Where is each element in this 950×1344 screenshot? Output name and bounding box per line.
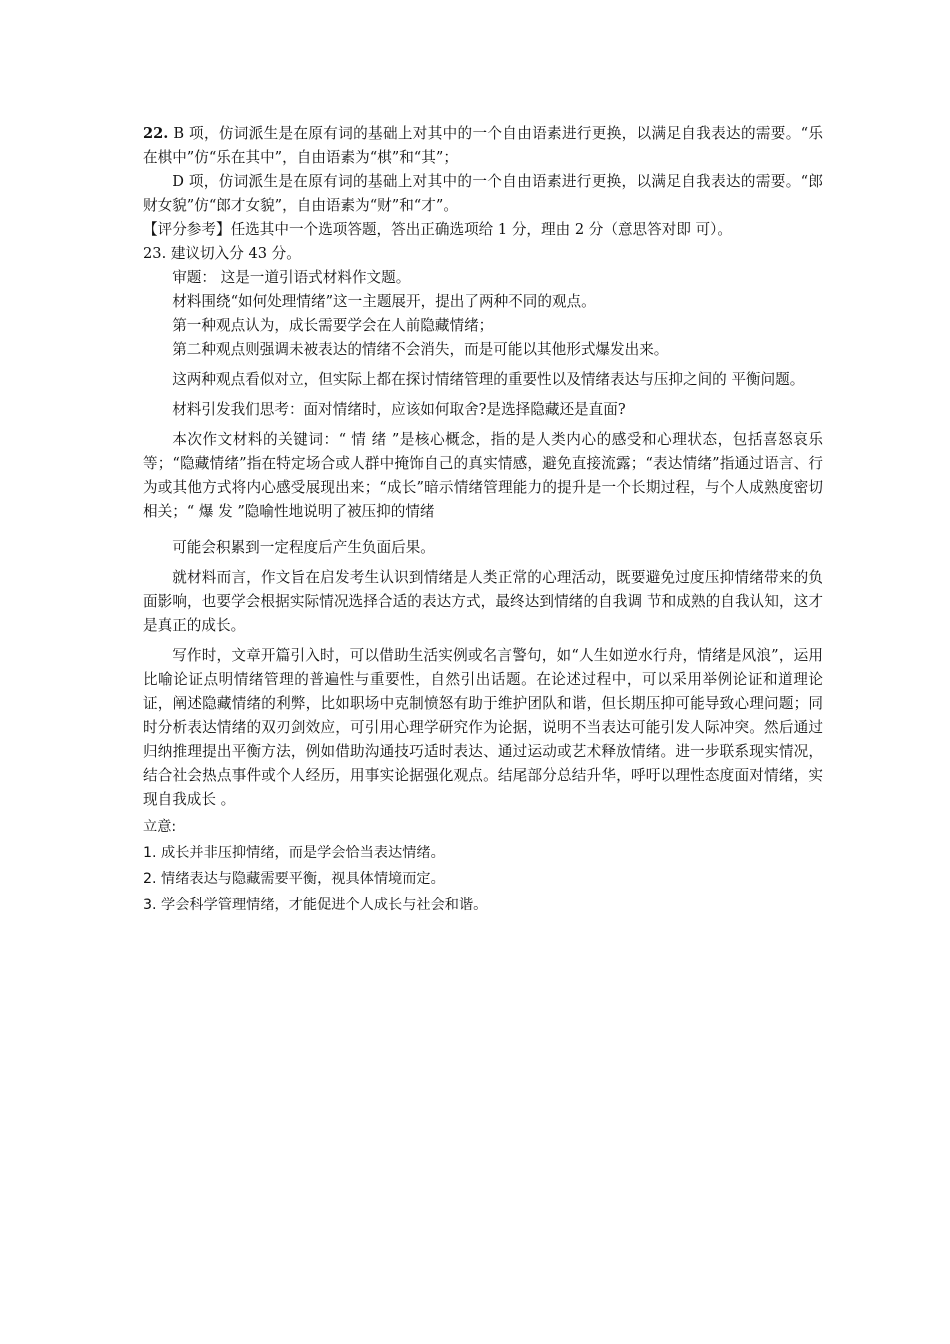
q22-option-d: D 项，仿词派生是在原有词的基础上对其中的一个自由语素进行更换，以满足自我表达的需要。“郎财女貌”仿“郎才女貌”，自由语素为“财”和“才”。 (143, 173, 823, 214)
q23-paragraph-view-one: 第一种观点认为，成长需要学会在人前隐藏情绪； (172, 317, 494, 334)
liyi-section (143, 814, 823, 918)
q22-number: 22. (143, 125, 169, 142)
liyi-item: 1. 成长并非压抑情绪，而是学会恰当表达情绪。 (143, 845, 445, 861)
q23-heading: 23. 建议切入分 43 分。 (143, 245, 301, 262)
q22-option-b-text: B 项，仿词派生是在原有词的基础上对其中的一个自由语素进行更换，以满足自我表达的需要。“乐在棋中”仿“乐在其中”，自由语素为“棋”和“其”； (143, 125, 823, 166)
q23-paragraph-view-two: 第二种观点则强调未被表达的情绪不会消失，而是可能以其他形式爆发出来。 (172, 341, 669, 358)
q23-paragraph-material: 材料围绕“如何处理情绪”这一主题展开，提出了两种不同的观点。 (172, 293, 596, 310)
q23-paragraph-keywords: 本次作文材料的关键词：“ 情 绪 ”是核心概念，指的是人类内心的感受和心理状态，包括喜怒哀乐等；“隐藏情绪”指在特定场合或人群中掩饰自己的真实情感，避免直接流露；“表达情绪”指通过语言、行为或其他方式将内心感受展现出来；“成长”暗示情绪管理能力的提升是一个长期过程，与个人成熟度密切相关；“ 爆 发 ”隐喻性地说明了被压抑的情绪 (143, 431, 823, 520)
q22-rubric: 【评分参考】任选其中一个选项答题，答出正确选项给 1 分，理由 2 分（意思答对即 可）。 (143, 221, 733, 238)
q22-option-b (143, 122, 823, 170)
q23-paragraph-writing: 写作时，文章开篇引入时，可以借助生活实例或名言警句，如“人生如逆水行舟，情绪是风浪”，运用比喻论证点明情绪管理的普遍性与重要性，自然引出话题。在论述过程中，可以采用举例论证和道理论证，阐述隐藏情绪的利弊，比如职场中克制愤怒有助于维护团队和谐，但长期压抑可能导致心理问题；同时分析表达情绪的双刃剑效应，可引用心理学研究作为论据，说明不当表达可能引发人际冲突。然后通过归纳推理提出平衡方法，例如借助沟通技巧适时表达、通过运动或艺术释放情绪。进一步联系现实情况，结合社会热点事件或个人经历，用事实论据强化观点。结尾部分总结升华，呼吁以理性态度面对情绪，实现自我成长 。 (143, 647, 823, 808)
q23-paragraph-keywords-cont: 可能会积累到一定程度后产生负面后果。 (172, 539, 435, 556)
q23-paragraph-question: 材料引发我们思考：面对情绪时，应该如何取舍?是选择隐藏还是直面? (172, 401, 626, 418)
liyi-label: 立意: (143, 819, 177, 835)
answer-page (143, 122, 823, 918)
q23-paragraph-shenti: 审题： 这是一道引语式材料作文题。 (172, 269, 411, 286)
q23-paragraph-intent: 就材料而言，作文旨在启发考生认识到情绪是人类正常的心理活动，既要避免过度压抑情绪带来的负面影响，也要学会根据实际情况选择合适的表达方式，最终达到情绪的自我调 节和成熟的自我认知，这才是真正的成长。 (143, 569, 823, 634)
liyi-item: 2. 情绪表达与隐藏需要平衡，视具体情境而定。 (143, 871, 445, 887)
q23-paragraph-balance: 这两种观点看似对立，但实际上都在探讨情绪管理的重要性以及情绪表达与压抑之间的 平衡问题。 (172, 371, 805, 388)
liyi-item: 3. 学会科学管理情绪，才能促进个人成长与社会和谐。 (143, 897, 488, 913)
